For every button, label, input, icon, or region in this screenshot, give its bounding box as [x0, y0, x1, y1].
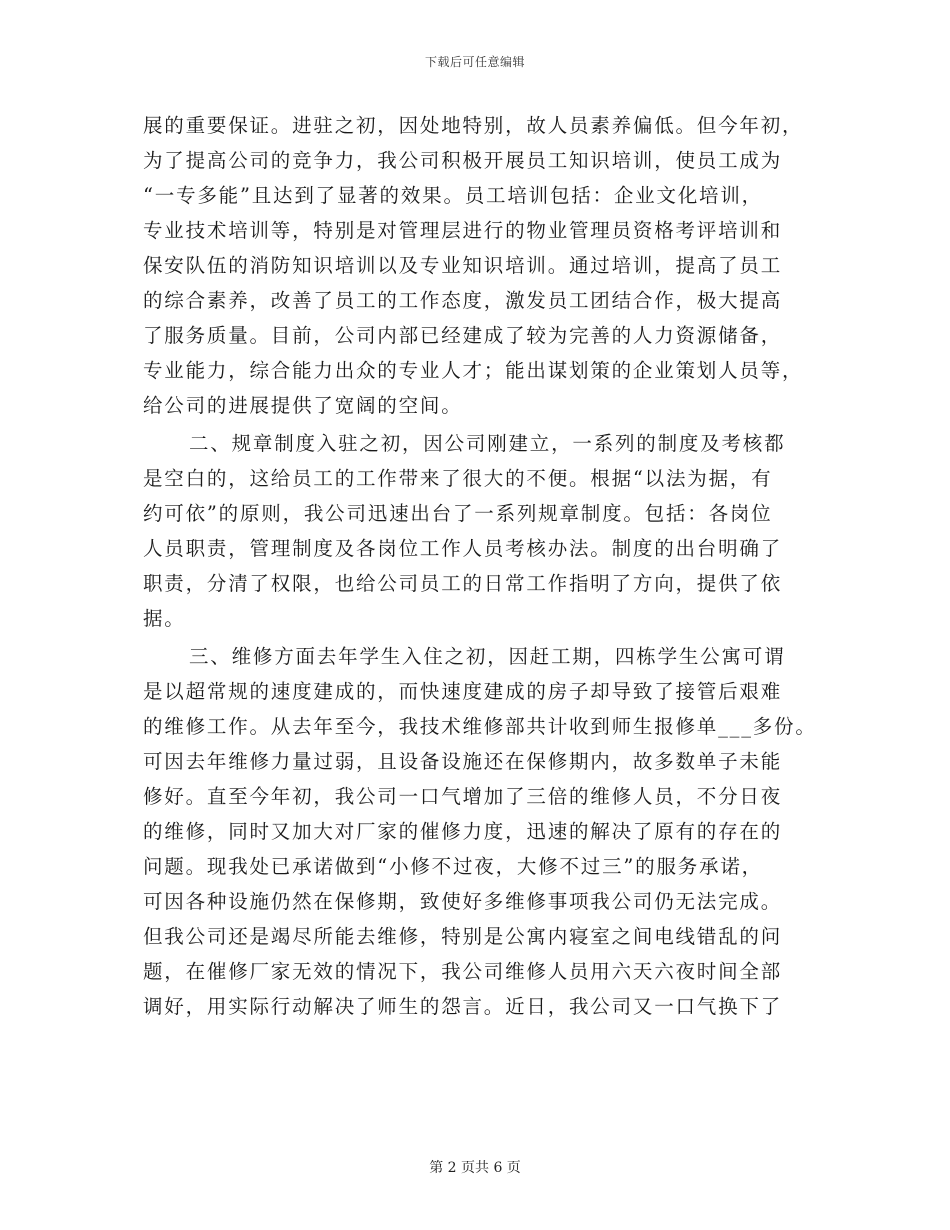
text-line: 的综合素养，改善了员工的工作态度，激发员工团结合作，极大提高 [143, 289, 783, 312]
text-line: 调好，用实际行动解决了师生的怨言。近日，我公司又一口气换下了 [143, 995, 783, 1018]
text-line: 但我公司还是竭尽所能去维修，特别是公寓内寝室之间电线错乱的问 [143, 925, 783, 948]
text-line: 三、维修方面去年学生入住之初，因赶工期，四栋学生公寓可谓 [189, 645, 786, 668]
text-line: “一专多能”且达到了显著的效果。员工培训包括：企业文化培训， [143, 184, 763, 207]
text-line: 据。 [143, 607, 186, 630]
paragraph-maintenance [143, 639, 823, 1024]
text-line: 可因去年维修力量过弱，且设备设施还在保修期内，故多数单子未能 [143, 750, 783, 773]
paragraph-regulations [143, 426, 823, 636]
text-line: 是空白的，这给员工的工作带来了很大的不便。根据“以法为据，有 [143, 467, 773, 490]
text-line: 题，在催修厂家无效的情况下，我公司维修人员用六天六夜时间全部 [143, 960, 783, 983]
paragraph-staff-training [143, 108, 823, 423]
text-line: 的维修工作。从去年至今，我技术维修部共计收到师生报修单___多份。 [143, 715, 817, 738]
text-line: 人员职责，管理制度及各岗位工作人员考核办法。制度的出台明确了 [143, 537, 783, 560]
text-line: 约可依”的原则，我公司迅速出台了一系列规章制度。包括：各岗位 [143, 502, 773, 525]
text-line: 可因各种设施仍然在保修期，致使好多维修事项我公司仍无法完成。 [143, 890, 783, 913]
document-body [143, 108, 823, 1024]
text-line: 专业能力，综合能力出众的专业人才；能出谋划策的企业策划人员等， [143, 359, 804, 382]
text-line: 的维修，同时又加大对厂家的催修力度，迅速的解决了原有的存在的 [143, 820, 783, 843]
text-line: 问题。现我处已承诺做到“小修不过夜，大修不过三”的服务承诺， [143, 855, 763, 878]
page-header: 下载后可任意编辑 [424, 55, 525, 69]
text-line: 是以超常规的速度建成的，而快速度建成的房子却导致了接管后艰难 [143, 680, 783, 703]
page-number: 第 2 页共 6 页 [429, 1160, 521, 1176]
text-line: 为了提高公司的竞争力，我公司积极开展员工知识培训，使员工成为 [143, 149, 783, 172]
text-line: 二、规章制度入驻之初，因公司刚建立，一系列的制度及考核都 [189, 432, 786, 455]
text-line: 了服务质量。目前，公司内部已经建成了较为完善的人力资源储备， [143, 324, 783, 347]
text-line: 保安队伍的消防知识培训以及专业知识培训。通过培训，提高了员工 [143, 254, 783, 277]
text-line: 给公司的进展提供了宽阔的空间。 [143, 394, 463, 417]
text-line: 修好。直至今年初，我公司一口气增加了三倍的维修人员，不分日夜 [143, 785, 783, 808]
text-line: 展的重要保证。进驻之初，因处地特别，故人员素养偏低。但今年初， [143, 114, 804, 137]
text-line: 职责，分清了权限，也给公司员工的日常工作指明了方向，提供了依 [143, 572, 783, 595]
text-line: 专业技术培训等，特别是对管理层进行的物业管理员资格考评培训和 [143, 219, 783, 242]
